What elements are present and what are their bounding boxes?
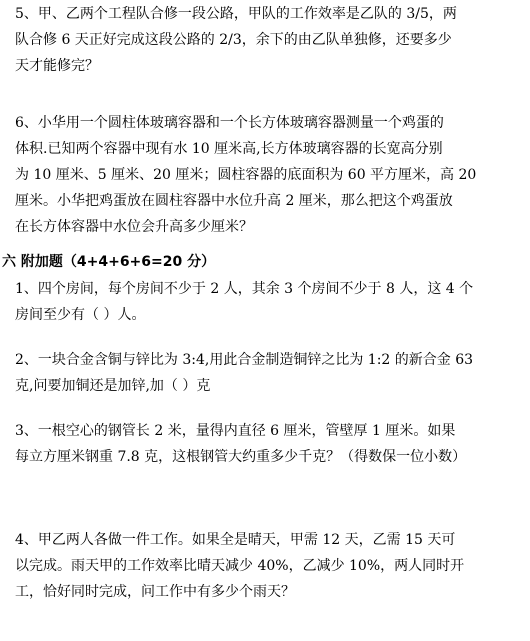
question-6-line-1: 6、小华用一个圆柱体玻璃容器和一个长方体玻璃容器测量一个鸡蛋的 bbox=[15, 115, 444, 131]
question-5 bbox=[15, 1, 457, 79]
question-6 bbox=[15, 110, 476, 240]
question-5-line-3: 天才能修完？ bbox=[15, 58, 99, 74]
bonus-question-1 bbox=[15, 276, 473, 328]
bonus-question-2-line-2: 克,问要加铜还是加锌,加（ ）克 bbox=[15, 378, 211, 394]
bonus-question-1-line-2: 房间至少有（ ）人。 bbox=[15, 307, 146, 323]
bonus-question-4 bbox=[15, 527, 464, 605]
question-6-line-4: 厘米。小华把鸡蛋放在圆柱容器中水位升高 2 厘米，那么把这个鸡蛋放 bbox=[15, 193, 453, 209]
bonus-question-3-line-1: 3、一根空心的钢管长 2 米，量得内直径 6 厘米，管壁厚 1 厘米。如果 bbox=[15, 423, 456, 439]
question-6-line-3: 为 10 厘米、5 厘米、20 厘米；圆柱容器的底面积为 60 平方厘米，高 20 bbox=[15, 167, 477, 183]
bonus-question-1-line-1: 1、四个房间，每个房间不少于 2 人，其余 3 个房间不少于 8 人，这 4 个 bbox=[15, 281, 474, 297]
bonus-question-2 bbox=[15, 347, 473, 399]
bonus-question-3-line-2: 每立方厘米钢重 7.8 克，这根钢管大约重多少千克？（得数保一位小数） bbox=[15, 449, 467, 465]
bonus-question-4-line-1: 4、甲乙两人各做一件工作。如果全是晴天，甲需 12 天，乙需 15 天可 bbox=[15, 532, 456, 548]
bonus-question-3 bbox=[15, 418, 466, 470]
question-6-line-5: 在长方体容器中水位会升高多少厘米？ bbox=[15, 219, 253, 235]
bonus-question-2-line-1: 2、一块合金含铜与锌比为 3:4,用此合金制造铜锌之比为 1:2 的新合金 63 bbox=[15, 352, 474, 368]
bonus-question-4-line-2: 以完成。雨天甲的工作效率比晴天减少 40%，乙减少 10%，两人同时开 bbox=[15, 558, 465, 574]
question-5-line-1: 5、甲、乙两个工程队合修一段公路，甲队的工作效率是乙队的 3/5，两 bbox=[15, 6, 457, 22]
section-6-heading: 六 附加题（4+4+6+6=20 分） bbox=[2, 254, 216, 270]
bonus-question-4-line-3: 工，恰好同时完成，问工作中有多少个雨天？ bbox=[15, 584, 295, 600]
question-5-line-2: 队合修 6 天正好完成这段公路的 2/3，余下的由乙队单独修，还要多少 bbox=[15, 32, 452, 48]
question-6-line-2: 体积.已知两个容器中现有水 10 厘米高,长方体玻璃容器的长宽高分别 bbox=[15, 141, 443, 157]
